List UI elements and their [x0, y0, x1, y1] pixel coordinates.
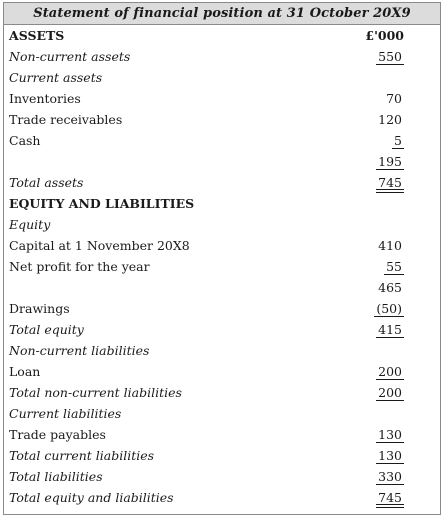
row-equity-heading [4, 214, 440, 235]
row-label: EQUITY AND LIABILITIES [9, 196, 195, 211]
row-value: 5 [394, 130, 402, 151]
row-label: Net profit for the year [9, 259, 150, 274]
row-non-current-assets [4, 46, 440, 67]
row-equity-subtotal [4, 277, 440, 298]
statement-rows [4, 25, 440, 508]
row-value: 550 [378, 46, 402, 67]
row-total-equity-and-liabilities [4, 487, 440, 508]
row-label: Trade receivables [9, 112, 123, 127]
row-loan [4, 361, 440, 382]
row-total-assets [4, 172, 440, 193]
row-total-equity [4, 319, 440, 340]
row-total-current-liabilities [4, 445, 440, 466]
row-total-liabilities [4, 466, 440, 487]
row-label: Current assets [9, 70, 103, 85]
row-value: 200 [378, 382, 402, 403]
row-label: Drawings [9, 301, 70, 316]
row-label: Non-current liabilities [9, 343, 150, 358]
unit-heading: £'000 [365, 28, 404, 43]
row-trade-receivables [4, 109, 440, 130]
row-net-profit [4, 256, 440, 277]
header-row [4, 25, 440, 46]
row-value: 70 [386, 91, 402, 106]
row-value: 130 [378, 445, 402, 466]
row-capital [4, 235, 440, 256]
row-inventories [4, 88, 440, 109]
assets-heading: ASSETS [9, 28, 65, 43]
row-drawings [4, 298, 440, 319]
row-label: Total equity [9, 322, 84, 337]
statement-title: Statement of financial position at 31 October 20X9 [4, 3, 440, 25]
row-value: 130 [378, 424, 402, 445]
row-label: Equity [9, 217, 51, 232]
row-value: 195 [378, 151, 402, 172]
row-label: Total equity and liabilities [9, 490, 174, 505]
row-label: Total non-current liabilities [9, 385, 182, 400]
row-label: Inventories [9, 91, 81, 106]
row-value: 330 [378, 466, 402, 487]
row-value: 745 [378, 487, 402, 508]
row-value: 55 [386, 256, 402, 277]
row-label: Current liabilities [9, 406, 122, 421]
row-current-liabilities-heading [4, 403, 440, 424]
row-label: Total current liabilities [9, 448, 155, 463]
row-value: 120 [378, 112, 402, 127]
row-equity-liabilities-heading [4, 193, 440, 214]
row-value: 415 [378, 319, 402, 340]
row-label: Total assets [9, 175, 84, 190]
row-current-assets-subtotal [4, 151, 440, 172]
row-label: Total liabilities [9, 469, 103, 484]
row-label: Trade payables [9, 427, 106, 442]
row-cash [4, 130, 440, 151]
row-trade-payables [4, 424, 440, 445]
financial-statement [3, 2, 441, 515]
row-value: 200 [378, 361, 402, 382]
row-label: Cash [9, 133, 41, 148]
row-value: 745 [378, 172, 402, 193]
row-value: (50) [376, 298, 402, 319]
row-non-current-liabilities-heading [4, 340, 440, 361]
row-label: Non-current assets [9, 49, 131, 64]
row-label: Loan [9, 364, 41, 379]
row-current-assets-heading [4, 67, 440, 88]
row-value: 410 [378, 238, 402, 253]
row-total-non-current-liabilities [4, 382, 440, 403]
row-label: Capital at 1 November 20X8 [9, 238, 190, 253]
row-value: 465 [378, 280, 402, 295]
